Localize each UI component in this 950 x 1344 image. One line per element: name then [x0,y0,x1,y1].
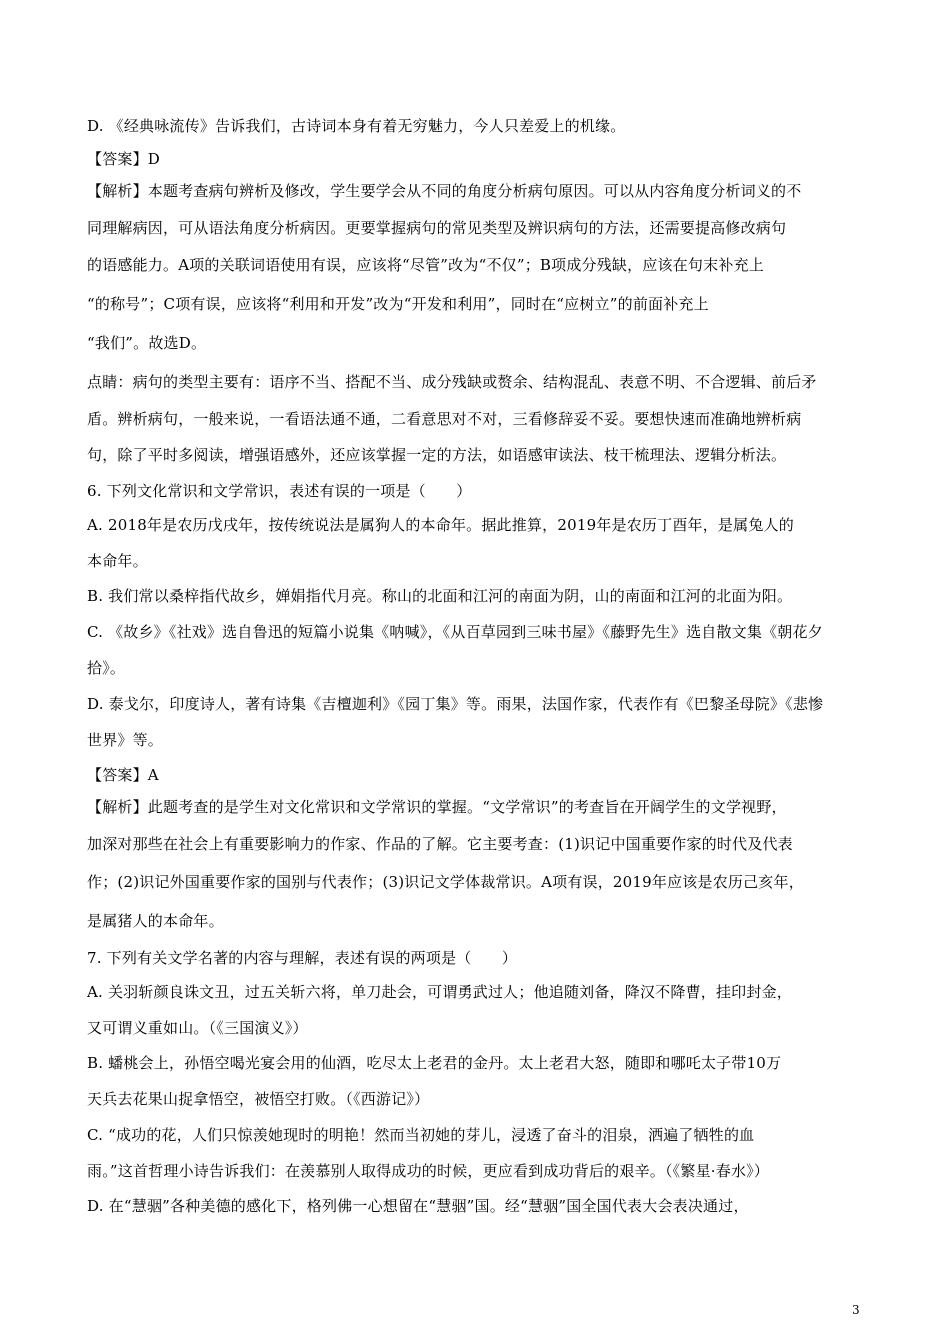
option-d: D. 在“慧骃”各种美德的感化下，格列佛一心想留在“慧骃”国。经“慧骃”国全国代表大会表决通过， [87,1197,749,1215]
text-line: 【解析】本题考查病句辨析及修改，学生要学会从不同的角度分析病句原因。可以从内容角度分析词义的不 [87,182,802,200]
answer-label: 【答案】D [87,150,161,168]
text-line: 本命年。 [87,552,148,570]
text-line: “我们”。故选D。 [87,334,207,352]
text-line: 加深对那些在社会上有重要影响力的作家、作品的了解。它主要考查：(1)识记中国重要作家的时代及代表 [87,835,793,853]
text-line: 句，除了平时多阅读，增强语感外，还应该掌握一定的方法，如语感审读法、枝干梳理法、逻辑分析法。 [87,446,787,464]
text-line: 是属猪人的本命年。 [87,912,224,930]
page-number: 3 [852,1303,860,1317]
option-a: A. 2018年是农历戊戌年，按传统说法是属狗人的本命年。据此推算，2019年是农历丁酉年，是属兔人的 [87,516,794,534]
text-line: 雨。”这首哲理小诗告诉我们：在羡慕别人取得成功的时候，更应看到成功背后的艰辛。（《繁星·春水》） [87,1162,770,1180]
question-7: 7. 下列有关文学名著的内容与理解，表述有误的两项是（ ） [87,949,518,967]
option-d: D. 泰戈尔，印度诗人，著有诗集《吉檀迦利》《园丁集》等。雨果，法国作家，代表作有《巴黎圣母院》《悲惨 [87,695,824,713]
text-line: 点睛：病句的类型主要有：语序不当、搭配不当、成分残缺或赘余、结构混乱、表意不明、不合逻辑、前后矛 [87,373,817,391]
text-line: 天兵去花果山捉拿悟空，被悟空打败。（《西游记》） [87,1090,430,1108]
text-line: 又可谓义重如山。（《三国演义》） [87,1019,308,1037]
text-line: 世界》等。 [87,731,164,749]
text-line: 盾。辨析病句，一般来说，一看语法通不通，二看意思对不对，三看修辞妥不妥。要想快速而准确地辨析病 [87,410,802,428]
text-line: 同理解病因，可从语法角度分析病因。更要掌握病句的常见类型及辨识病句的方法，还需要提高修改病句 [87,219,787,237]
option-c: C. “成功的花，人们只惊羡她现时的明艳！然而当初她的芽儿，浸透了奋斗的泪泉，洒遍了牺牲的血 [87,1126,755,1144]
option-c: C. 《故乡》《社戏》选自鲁迅的短篇小说集《呐喊》，《从百草园到三味书屋》《藤野先生》选自散文集《朝花夕 [87,623,823,641]
option-b: B. 蟠桃会上，孙悟空喝光宴会用的仙酒，吃尽太上老君的金丹。太上老君大怒，随即和哪吒太子带10万 [87,1054,782,1072]
text-line: D. 《经典咏流传》告诉我们，古诗词本身有着无穷魅力，今人只差爱上的机缘。 [87,117,626,135]
option-a: A. 关羽斩颜良诛文丑，过五关斩六将，单刀赴会，可谓勇武过人；他追随刘备，降汉不降曹，挂印封金， [87,983,792,1001]
option-b: B. 我们常以桑梓指代故乡，婵娟指代月亮。称山的北面和江河的南面为阴，山的南面和江河的北面为阳。 [87,587,793,605]
question-6: 6. 下列文化常识和文学常识，表述有误的一项是（ ） [87,482,472,500]
answer-label: 【答案】A [87,766,159,784]
text-line: “的称号”；C项有误，应该将“利用和开发”改为“开发和利用”，同时在“应树立”的前面补充上 [87,295,709,313]
text-line: 拾》。 [87,659,126,677]
text-line: 的语感能力。A项的关联词语使用有误，应该将“尽管”改为“不仅”；B项成分残缺，应该在句末补充上 [87,256,764,274]
text-line: 【解析】此题考查的是学生对文化常识和文学常识的掌握。“文学常识”的考查旨在开阔学生的文学视野， [87,798,787,816]
text-line: 作；(2)识记外国重要作家的国别与代表作；(3)识记文学体裁常识。A项有误，2019年应该是农历己亥年， [87,873,804,891]
